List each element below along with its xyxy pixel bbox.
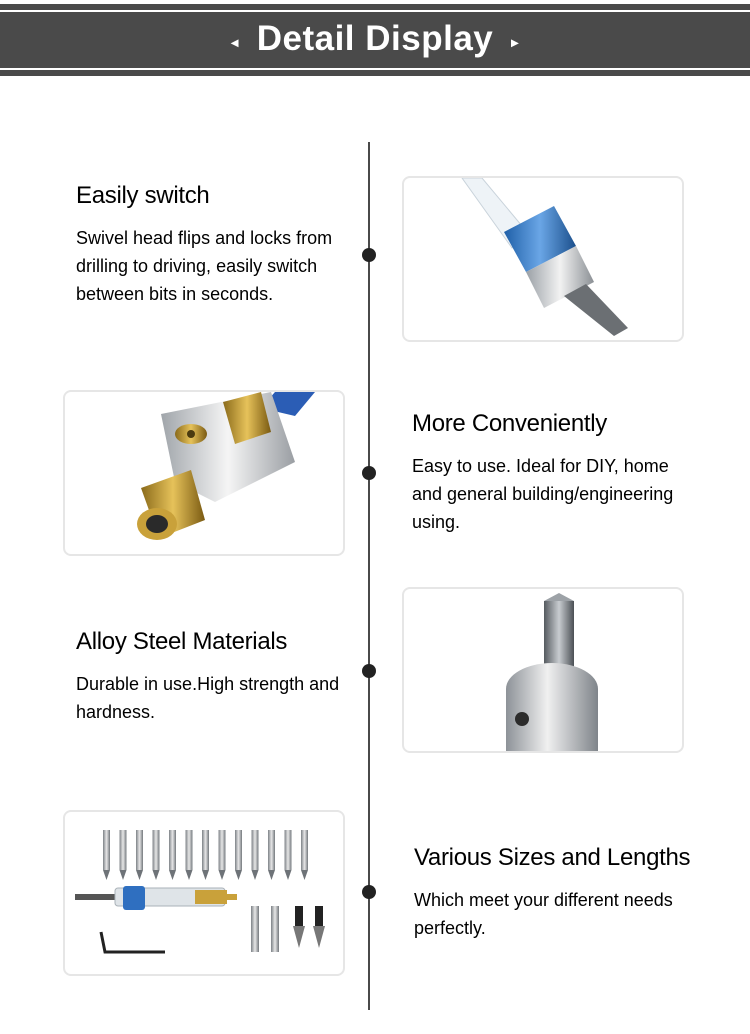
feature-more-conveniently <box>412 410 702 536</box>
timeline-line <box>368 142 370 1010</box>
bit-tip-icon <box>153 870 160 880</box>
bit-tip-icon <box>202 870 209 880</box>
bit-tip-icon <box>268 870 275 880</box>
right-arrow-icon: ▸ <box>511 33 519 50</box>
bit-tip-icon <box>169 870 176 880</box>
bit-icon <box>120 830 127 870</box>
timeline-dot <box>362 466 376 480</box>
bit-icon <box>301 830 308 870</box>
feature-title: Alloy Steel Materials <box>76 628 288 655</box>
feature-easily-switch <box>76 182 346 308</box>
bit-icon <box>252 830 259 870</box>
feature-title: Easily switch <box>76 182 210 209</box>
quick-release-collar-photo <box>402 176 684 342</box>
bit-icon <box>136 830 143 870</box>
timeline-dot <box>362 885 376 899</box>
bit-tip-icon <box>301 870 308 880</box>
bit-tip-icon <box>120 870 127 880</box>
hex-shank-photo <box>402 587 684 753</box>
header-title-row <box>0 4 750 74</box>
bit-icon <box>103 830 110 870</box>
bit-tip-icon <box>235 870 242 880</box>
feature-description: Durable in use.High strength and hardness. <box>76 674 340 722</box>
bit-icon <box>169 830 176 870</box>
bit-icon <box>153 830 160 870</box>
bit-set-photo <box>63 810 345 976</box>
bit-tip-icon <box>103 870 110 880</box>
feature-description: Easy to use. Ideal for DIY, home and general building/engineering using. <box>412 456 674 532</box>
bit-icon <box>268 830 275 870</box>
bit-tip-icon <box>136 870 143 880</box>
page-title: Detail Display <box>256 19 494 58</box>
bit-tip-icon <box>252 870 259 880</box>
bit-tip-icon <box>285 870 292 880</box>
bit-icon <box>285 830 292 870</box>
bit-tip-icon <box>186 870 193 880</box>
feature-description: Swivel head flips and locks from drilling to driving, easily switch between bits in seconds. <box>76 228 333 304</box>
feature-title: Various Sizes and Lengths <box>414 844 691 871</box>
feature-various-sizes <box>414 844 744 942</box>
bit-icon <box>186 830 193 870</box>
timeline-dot <box>362 248 376 262</box>
section-header <box>0 0 750 80</box>
bit-icon <box>202 830 209 870</box>
swivel-head-photo <box>63 390 345 556</box>
bit-tip-icon <box>219 870 226 880</box>
timeline-dot <box>362 664 376 678</box>
feature-title: More Conveniently <box>412 410 607 437</box>
bit-icon <box>235 830 242 870</box>
feature-alloy-steel <box>76 628 346 726</box>
bit-icon <box>219 830 226 870</box>
feature-description: Which meet your different needs perfectly. <box>414 890 673 938</box>
left-arrow-icon: ◂ <box>231 33 239 50</box>
